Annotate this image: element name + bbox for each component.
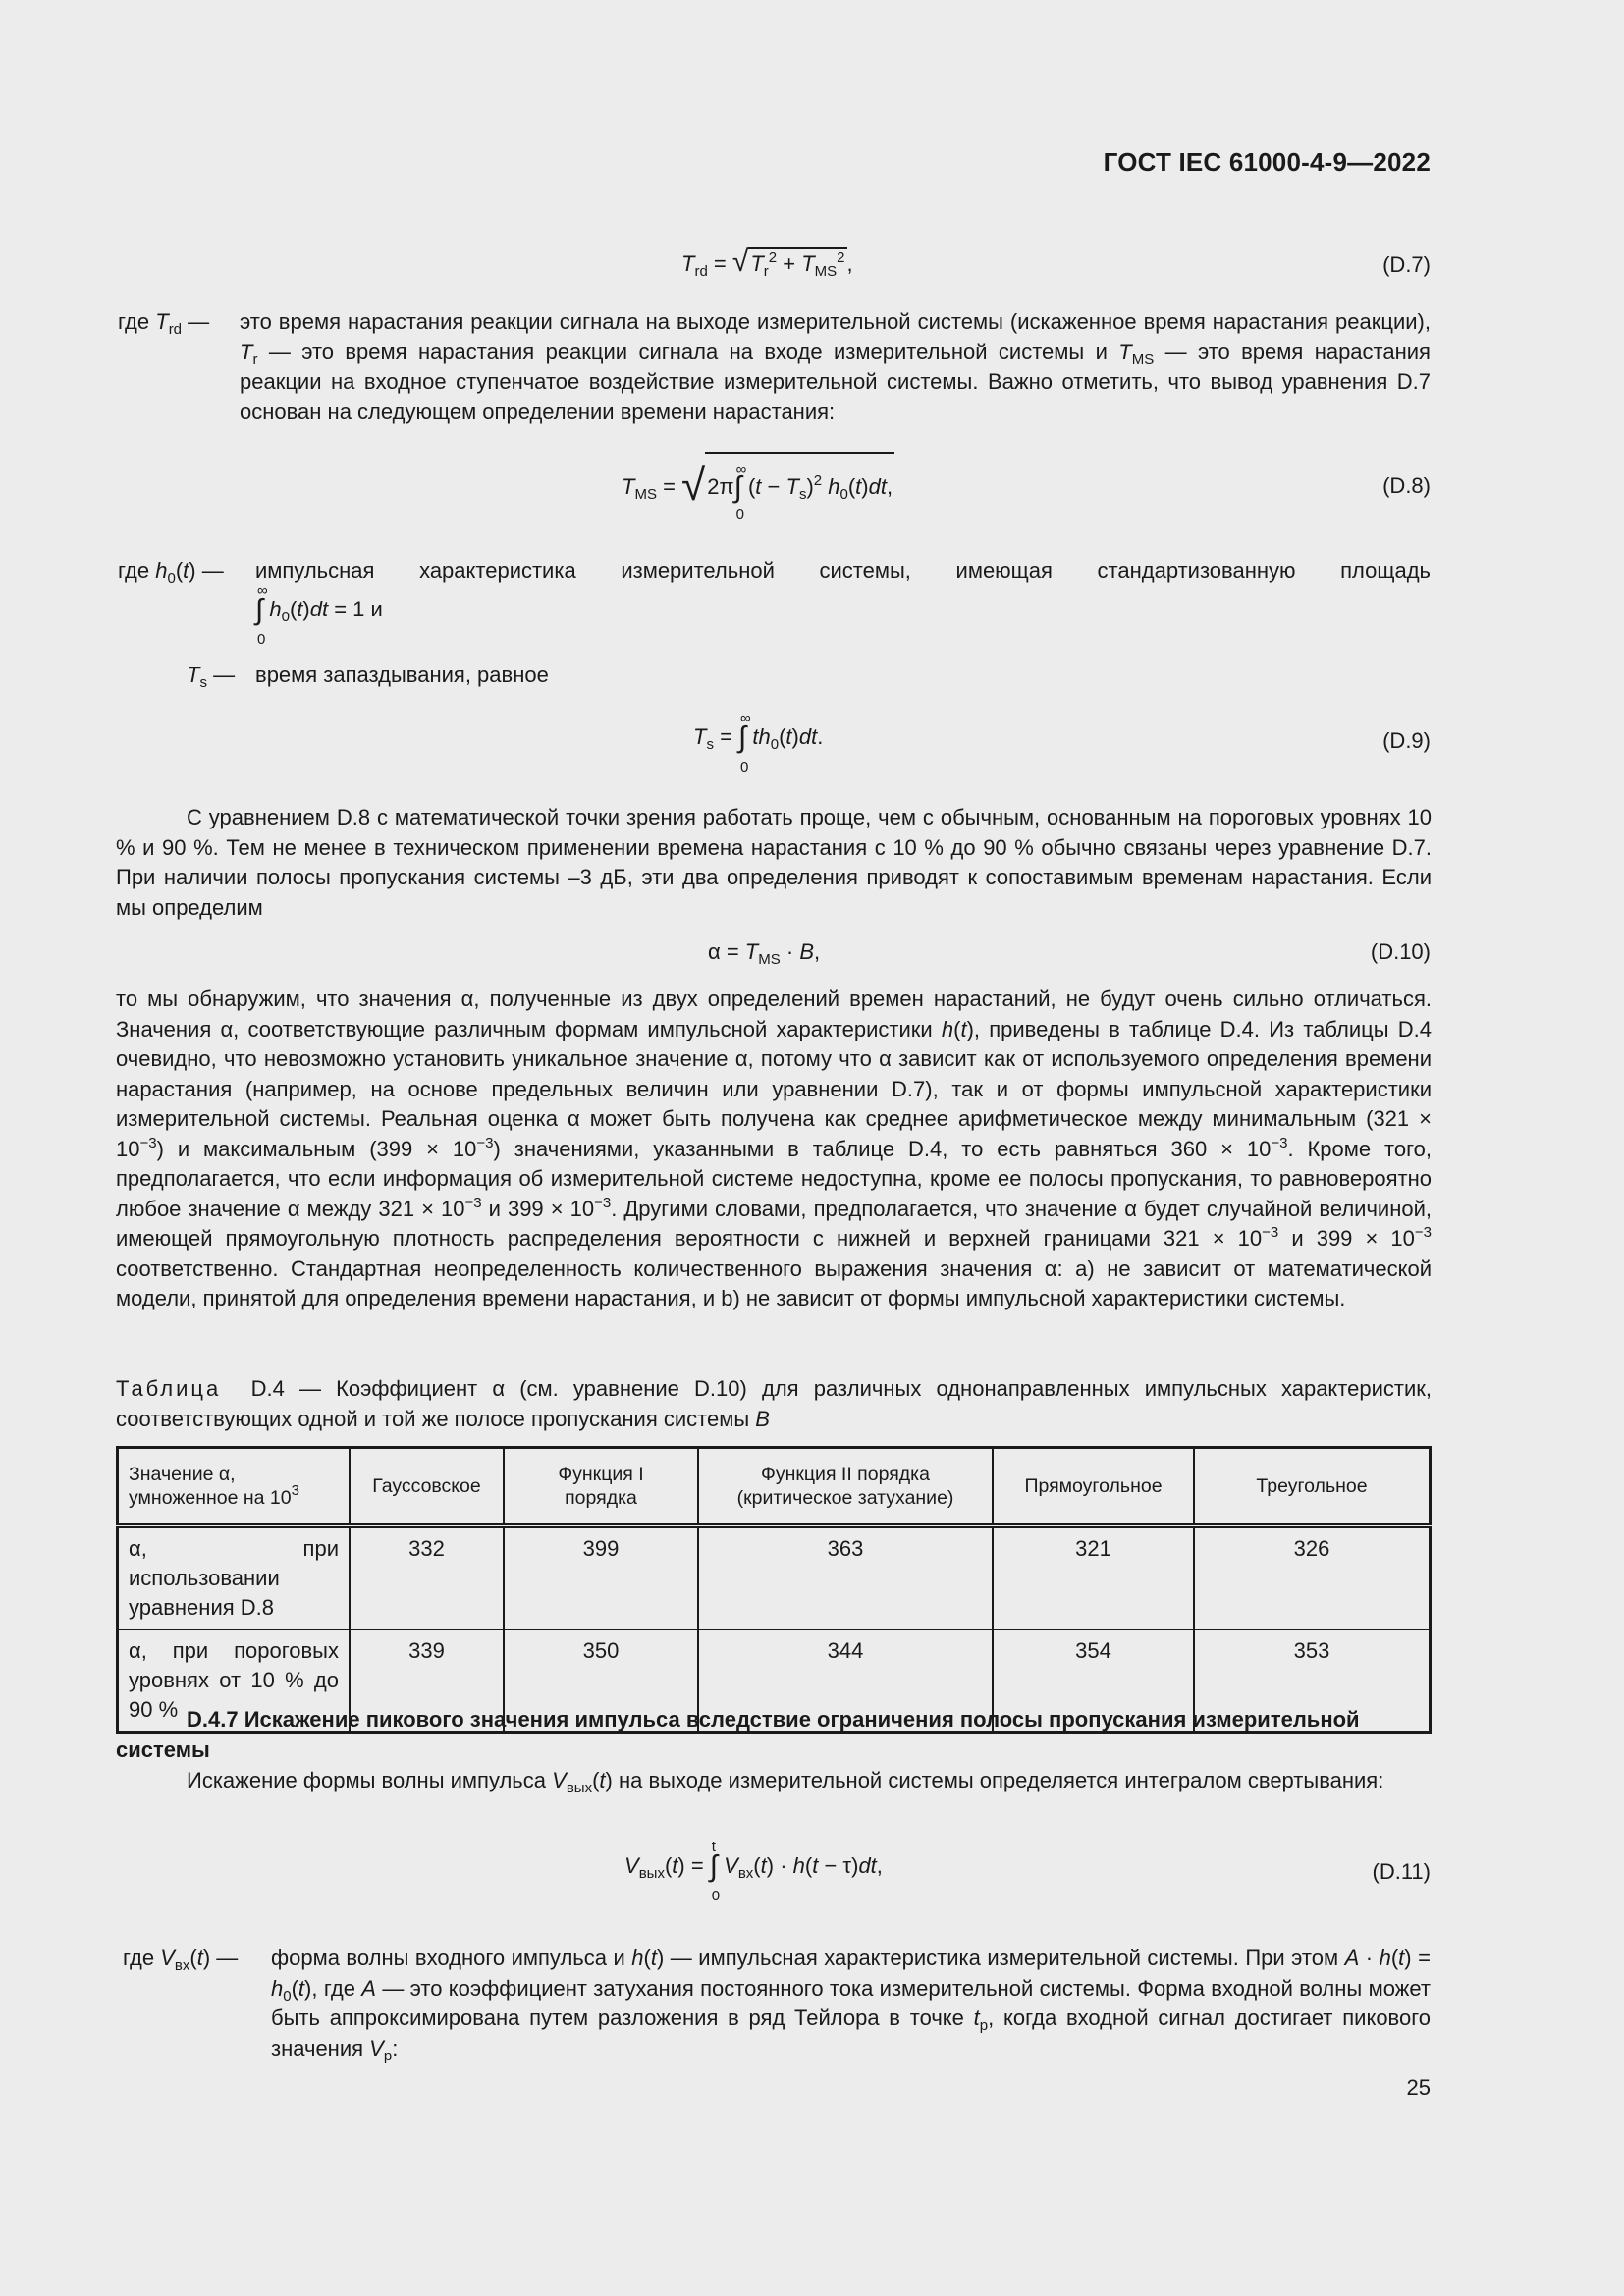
- where-vin-label: где $V_{вх}(t)$ —: [123, 1946, 239, 1974]
- paragraph-1: С уравнением D.8 с математической точки зрения работать проще, чем с обычным, основанным на пороговых уровнях 10 % и 90 %. Тем не менее в техническом применении времена нарастания с 10 % до 90 % обычно связаны через уравнение D.7. При наличии полосы пропускания системы –3 дБ, эти два определения приводят к сопоставимым временам нарастания. Если мы определим: [116, 805, 1432, 920]
- equation-d10: $\alpha = T_{MS} \cdot B$,: [708, 939, 821, 968]
- table-cell: 326: [1194, 1526, 1431, 1630]
- eq-label-d8: (D.8): [1382, 473, 1431, 498]
- eq-label-d11: (D.11): [1372, 1859, 1431, 1884]
- table-cell: 344: [698, 1629, 993, 1733]
- equation-d11: $V_{вых}(t)$ = ∫ t 0 $V_{вх}(t) \cdot h(t - \tau)dt$,: [624, 1839, 883, 1904]
- h0-normalization: ∫ ∞ 0 $h_0(t)dt = 1$ и: [255, 582, 383, 648]
- table-cell: 332: [350, 1526, 504, 1630]
- h0-definition: импульсная характеристика измерительной системы, имеющая стандартизованную площадь: [255, 559, 1431, 583]
- table-cell: 353: [1194, 1629, 1431, 1733]
- equation-d8: $T_{MS} = √2\pi\int$ ∞ 0 $(t - T_s)^2$ $h_0(t)dt$,: [622, 452, 894, 530]
- vin-definition: форма волны входного импульса и h(t) — импульсная характеристика измерительной системы. При этом $A \cdot h(t) = h_0(t)$, где A — это коэффициент затухания постоянного тока измерительной системы. Форма входной волны может быть аппроксимирована путем разложения в ряд Тейлора в точке $t_p$, когда входной сигнал достигает пикового значения $V_p$:: [271, 1946, 1432, 2064]
- page-number: 25: [1406, 2075, 1431, 2100]
- header-cell: Прямоугольное: [993, 1448, 1194, 1526]
- eq-label-d7: (D.7): [1382, 252, 1431, 277]
- table-cell: 339: [350, 1629, 504, 1733]
- where-h0-label: где $h_0(t)$ —: [118, 559, 224, 587]
- section-title: D.4.7 Искажение пикового значения импульса вследствие ограничения полосы пропускания измерительной системы: [116, 1707, 1360, 1762]
- paragraph-3: Искажение формы волны импульса $V_{вых}(t)$ на выходе измерительной системы определяется интегралом свертывания:: [187, 1768, 1384, 1796]
- header-cell: Треугольное: [1194, 1448, 1431, 1526]
- table-row: [118, 1526, 1431, 1630]
- document-header: ГОСТ IEC 61000-4-9—2022: [1103, 147, 1431, 177]
- header-cell: Функция I порядка: [504, 1448, 698, 1526]
- table-caption: Таблица D.4 — Коэффициент α (см. уравнение D.10) для различных однонаправленных импульсных характеристик, соответствующих одной и той же полосе пропускания системы B: [116, 1376, 1432, 1431]
- equation-d9: $T_s$ = ∫ ∞ 0 $th_0(t)dt$.: [693, 710, 824, 775]
- eq-label-d9: (D.9): [1382, 728, 1431, 753]
- header-cell: Гауссовское: [350, 1448, 504, 1526]
- where-label: где $T_{rd}$ —: [118, 309, 210, 338]
- ts-definition: время запаздывания, равное: [255, 663, 549, 687]
- equation-d7: $T_{rd} = √T_r^2 + T_{MS}^2$,: [681, 245, 853, 280]
- table-cell: 399: [504, 1526, 698, 1630]
- ts-label: $T_s$ —: [187, 663, 236, 691]
- table-cell: 354: [993, 1629, 1194, 1733]
- header-cell: Значение α, умноженное на $10^3$: [118, 1448, 351, 1526]
- header-cell: Функция II порядка (критическое затухание): [698, 1448, 993, 1526]
- coefficient-table: [116, 1446, 1432, 1734]
- table-cell: 363: [698, 1526, 993, 1630]
- row-label: α, при пороговых уровнях от 10 % до 90 %: [118, 1629, 351, 1733]
- table-cell: 321: [993, 1526, 1194, 1630]
- table-cell: 350: [504, 1629, 698, 1733]
- table-header-row: [118, 1448, 1431, 1526]
- paragraph-2: то мы обнаружим, что значения α, полученные из двух определений времен нарастаний, не будут очень сильно отличаться. Значения α, соответствующие различным формам импульсной характеристики h(t), приведены в таблице D.4. Из таблицы D.4 очевидно, что невозможно установить уникальное значение α, потому что α зависит как от используемого определения времени нарастания (например, на основе предельных величин или уравнении D.7), так и от формы импульсной характеристики измерительной системы. Реальная оценка α может быть получена как среднее арифметическое между минимальным $(321 \times 10^{-3})$ и максимальным $(399 \times 10^{-3})$ значениями, указанными в таблице D.4, то есть равняться $360 \times 10^{-3}$. Кроме того, предполагается, что если информация об измерительной системе недоступна, кроме ее полосы пропускания, то равновероятно любое значение α между $321 \times 10^{-3}$ и $399 \times 10^{-3}$. Другими словами, предполагается, что значение α будет случайной величиной, имеющей прямоугольную плотность распределения вероятности с нижней и верхней границами $321 \times 10^{-3}$ и $399 \times 10^{-3}$ соответственно. Стандартная неопределенность количественного выражения значения α: a) не зависит от математической модели, принятой для определения времени нарастания, и b) не зависит от формы импульсной характеристики системы.: [116, 987, 1433, 1310]
- trd-definition: это время нарастания реакции сигнала на выходе измерительной системы (искаженное время нарастания реакции), $T_r$ — это время нарастания реакции сигнала на входе измерительной системы и $T_{MS}$ — это время нарастания реакции на входное ступенчатое воздействие измерительной системы. Важно отметить, что вывод уравнения D.7 основан на следующем определении времени нарастания:: [240, 309, 1431, 424]
- eq-label-d10: (D.10): [1370, 939, 1431, 964]
- row-label: α, при использовании уравнения D.8: [118, 1526, 351, 1630]
